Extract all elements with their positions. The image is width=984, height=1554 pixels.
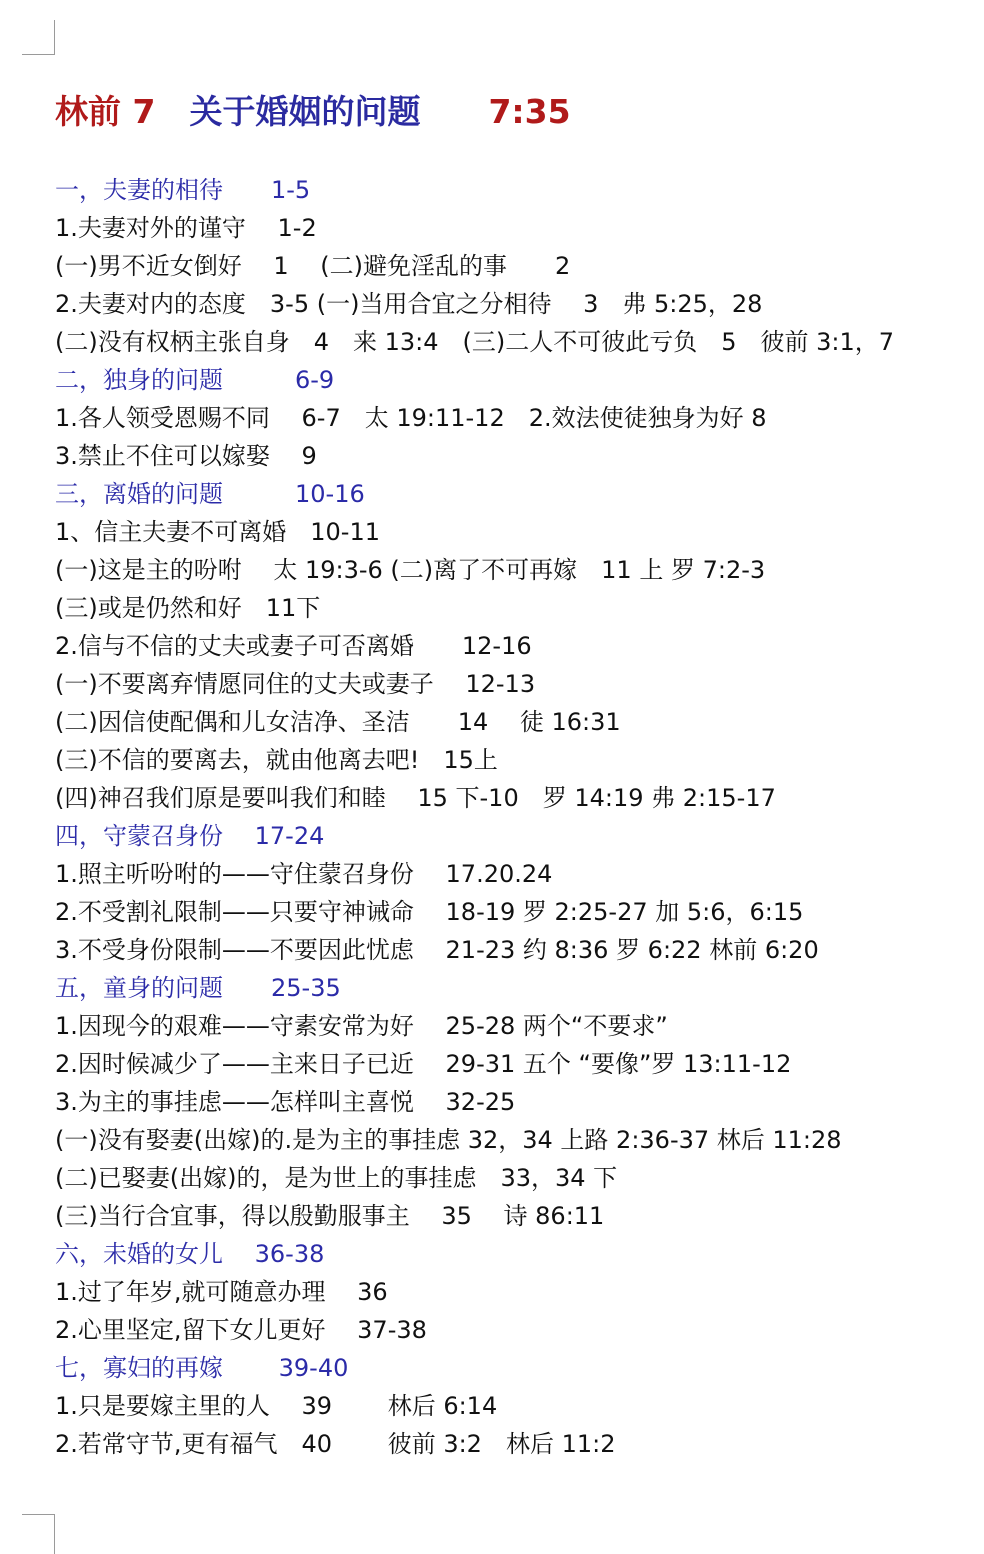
outline-item: (二)已娶妻(出嫁)的，是为世上的事挂虑 33，34 下 <box>55 1164 618 1192</box>
outline-item: 2.夫妻对内的态度 3-5 (一)当用合宜之分相待 3 弗 5:25，28 <box>55 290 763 318</box>
outline-item: 1.各人领受恩赐不同 6-7 太 19:11-12 2.效法使徒独身为好 8 <box>55 404 767 432</box>
page-corner-mark-top <box>22 20 55 55</box>
outline-item: 1、信主夫妻不可离婚 10-11 <box>55 518 381 546</box>
section-heading: 一，夫妻的相待 1-5 <box>55 176 311 204</box>
outline-item: (一)不要离弃情愿同住的丈夫或妻子 12-13 <box>55 670 536 698</box>
outline-item: 1.因现今的艰难——守素安常为好 25-28 两个“不要求” <box>55 1012 668 1040</box>
section-heading: 五，童身的问题 25-35 <box>55 974 341 1002</box>
outline-item: 3.为主的事挂虑——怎样叫主喜悦 32-25 <box>55 1088 516 1116</box>
outline-item: 1.只是要嫁主里的人 39 林后 6:14 <box>55 1392 498 1420</box>
outline-item: 2.信与不信的丈夫或妻子可否离婚 12-16 <box>55 632 532 660</box>
outline-item: (四)神召我们原是要叫我们和睦 15 下-10 罗 14:19 弗 2:15-17 <box>55 784 776 812</box>
outline-item: (三)不信的要离去，就由他离去吧! 15上 <box>55 746 498 774</box>
outline-item: 1.过了年岁,就可随意办理 36 <box>55 1278 388 1306</box>
outline-item: 3.禁止不住可以嫁娶 9 <box>55 442 317 470</box>
section-heading: 六，未婚的女儿 36-38 <box>55 1240 325 1268</box>
outline-item: 2.因时候减少了——主来日子已近 29-31 五个 “要像”罗 13:11-12 <box>55 1050 792 1078</box>
outline-item: (三)或是仍然和好 11下 <box>55 594 321 622</box>
section-heading: 三，离婚的问题 10-16 <box>55 480 365 508</box>
outline-item: 2.不受割礼限制——只要守神诫命 18-19 罗 2:25-27 加 5:6，6:15 <box>55 898 804 926</box>
outline-item: (一)没有娶妻(出嫁)的.是为主的事挂虑 32，34 上路 2:36-37 林后 11:28 <box>55 1126 842 1154</box>
outline-item: (二)没有权柄主张自身 4 来 13:4 (三)二人不可彼此亏负 5 彼前 3:1，7 <box>55 328 895 356</box>
outline-item: (二)因信使配偶和儿女洁净、圣洁 14 徒 16:31 <box>55 708 621 736</box>
outline-item: 1.夫妻对外的谨守 1-2 <box>55 214 317 242</box>
outline-item: (一)男不近女倒好 1 (二)避免淫乱的事 2 <box>55 252 571 280</box>
outline-item: (三)当行合宜事，得以殷勤服事主 35 诗 86:11 <box>55 1202 605 1230</box>
section-heading: 二，独身的问题 6-9 <box>55 366 335 394</box>
section-heading: 四，守蒙召身份 17-24 <box>55 822 325 850</box>
outline-item: (一)这是主的吩咐 太 19:3-6 (二)离了不可再嫁 11 上 罗 7:2-3 <box>55 556 766 584</box>
page-title <box>55 88 571 136</box>
outline-item: 1.照主听吩咐的——守住蒙召身份 17.20.24 <box>55 860 553 888</box>
outline-item: 3.不受身份限制——不要因此忧虑 21-23 约 8:36 罗 6:22 林前 6:20 <box>55 936 819 964</box>
outline-item: 2.心里坚定,留下女儿更好 37-38 <box>55 1316 427 1344</box>
title-key-verse: 7:35 <box>488 92 571 131</box>
page-corner-mark-bottom <box>22 1514 55 1554</box>
section-heading: 七，寡妇的再嫁 39-40 <box>55 1354 349 1382</box>
outline-item: 2.若常守节,更有福气 40 彼前 3:2 林后 11:2 <box>55 1430 616 1458</box>
outline-body <box>55 171 970 1463</box>
title-book-chapter: 林前 7 <box>55 92 156 131</box>
title-topic: 关于婚姻的问题 <box>189 92 421 131</box>
